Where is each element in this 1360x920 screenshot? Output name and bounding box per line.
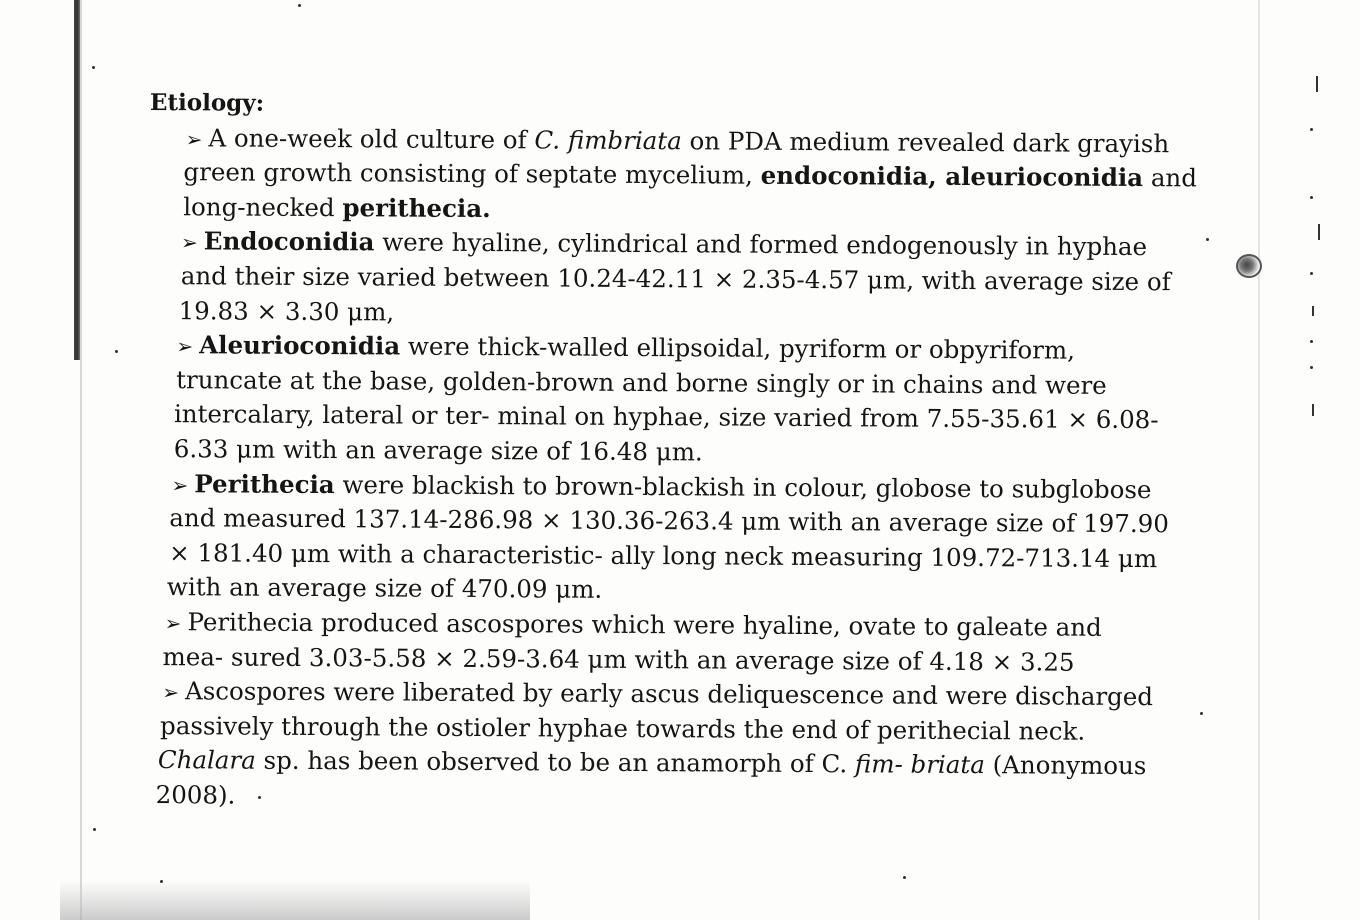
dust-speck [92, 66, 95, 69]
text-line [146, 778, 1176, 819]
dust-speck [1200, 712, 1203, 715]
text-run: on PDA medium revealed dark grayish [681, 125, 1170, 158]
bullet-arrow-icon: ➢ [171, 472, 189, 497]
text-run: long-necked [183, 191, 343, 222]
bullet-arrow-icon: ➢ [162, 680, 180, 705]
bullet-arrow-icon: ➢ [164, 611, 182, 636]
dust-speck [1206, 238, 1209, 241]
dust-speck [1310, 272, 1313, 275]
text-run: mea- sured 3.03-5.58 × 2.59-3.64 μm with an average size of 4.18 × 3.25 [162, 641, 1075, 677]
dust-speck [93, 828, 96, 831]
margin-mark [1312, 404, 1314, 416]
text-run: truncate at the base, golden-brown and borne singly or in chains and were [176, 364, 1107, 400]
dust-speck [115, 350, 118, 353]
text-run: 19.83 × 3.30 μm, [178, 295, 395, 327]
margin-mark [1316, 76, 1318, 92]
text-run: 2008). [155, 779, 236, 810]
text-run: were blackish to brown-blackish in colour, globose to subglobose [334, 469, 1152, 504]
dust-speck [1310, 340, 1313, 343]
scan-shadow-bottom [60, 880, 530, 920]
text-run: and their size varied between 10.24-42.11 × 2.35-4.57 μm, with average size of [180, 261, 1171, 297]
dust-speck [160, 880, 163, 883]
text-run: with an average size of 470.09 μm. [166, 572, 603, 605]
margin-mark [1318, 224, 1320, 240]
page-edge-right [1258, 0, 1260, 920]
bullet-arrow-icon: ➢ [185, 126, 203, 151]
text-run: sp. has been observed to be an anamorph of C. [255, 745, 856, 779]
text-run: Perithecia [194, 468, 335, 499]
text-run: passively through the ostioler hyphae towards the end of perithecial neck. [160, 710, 1086, 746]
text-run: Endoconidia [203, 226, 375, 257]
text-run: intercalary, lateral or ter- minal on hyphae, size varied from 7.55-35.61 × 6.08- [173, 399, 1159, 435]
text-run: fim- briata [854, 749, 985, 780]
text-run: (Anonymous [984, 750, 1147, 781]
text-run: green growth consisting of septate mycelium, [183, 157, 761, 190]
text-run: Aleurioconidia [199, 330, 401, 361]
text-run: × 181.40 μm with a characteristic- ally long neck measuring 109.72-713.14 μm [169, 537, 1158, 573]
binder-hole-mark [1236, 254, 1262, 278]
page-edge-left [80, 0, 82, 920]
dust-speck [903, 876, 906, 879]
text-run: 6.33 μm with an average size of 16.48 μm. [173, 434, 703, 467]
text-run: were hyaline, cylindrical and formed endogenously in hyphae [374, 227, 1148, 262]
text-run: were thick-walled ellipsoidal, pyriform or obpyriform, [400, 331, 1076, 365]
text-run: Chalara [157, 745, 256, 775]
bullet-arrow-icon: ➢ [176, 334, 194, 359]
text-run: Ascospores were liberated by early ascus deliquescence and were discharged [184, 676, 1154, 712]
text-run: C. fimbriata [534, 124, 682, 155]
dust-speck [298, 4, 301, 7]
dust-speck [1310, 366, 1313, 369]
bullet-arrow-icon: ➢ [180, 230, 198, 255]
text-run: Perithecia produced ascospores which were hyaline, ovate to galeate and [187, 607, 1102, 642]
etiology-section [146, 86, 1198, 819]
text-run: endoconidia, aleurioconidia [760, 160, 1144, 193]
dust-speck [1310, 196, 1313, 199]
dust-speck [1310, 128, 1313, 131]
margin-mark [1312, 306, 1314, 316]
text-run: A one-week old culture of [208, 122, 535, 154]
text-run: and measured 137.14-286.98 × 130.36-263.4 μm with an average size of 197.90 [169, 503, 1169, 539]
text-run: and [1142, 163, 1198, 193]
text-run: perithecia. [342, 192, 491, 223]
section-heading: Etiology: [149, 88, 265, 117]
